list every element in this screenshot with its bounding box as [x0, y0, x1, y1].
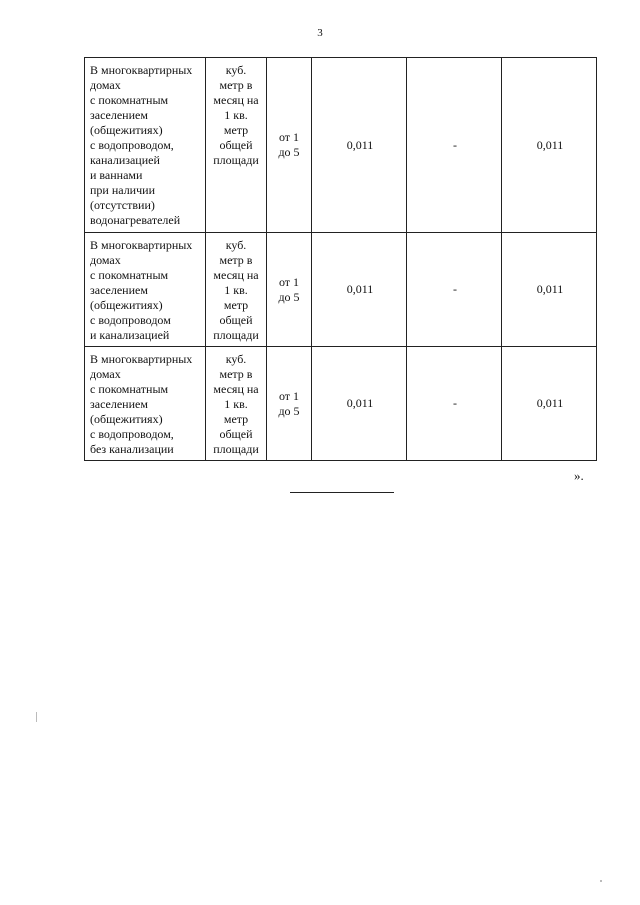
row-unit: куб. метр в месяц на 1 кв. метр общей площади — [206, 347, 267, 461]
row-value-2: - — [407, 233, 502, 347]
row-value-1: 0,011 — [312, 347, 407, 461]
page-number: 3 — [317, 27, 323, 39]
row-value-2: - — [407, 347, 502, 461]
table-row — [85, 347, 597, 461]
scan-speck — [36, 712, 37, 722]
row-floors: от 1 до 5 — [267, 347, 312, 461]
scan-speck — [600, 880, 602, 882]
table-row — [85, 58, 597, 233]
row-description: В многоквартирных домах с покомнатным заселением (общежитиях) с водопроводом и канализацией — [85, 233, 206, 347]
row-description: В многоквартирных домах с покомнатным заселением (общежитиях) с водопроводом, канализацией и ваннами при наличии (отсутствии) водонагревателей — [85, 58, 206, 233]
row-description: В многоквартирных домах с покомнатным заселением (общежитиях) с водопроводом, без канализации — [85, 347, 206, 461]
row-value-1: 0,011 — [312, 233, 407, 347]
row-value-3: 0,011 — [502, 233, 597, 347]
end-divider-line — [290, 492, 394, 493]
row-unit: куб. метр в месяц на 1 кв. метр общей площади — [206, 233, 267, 347]
row-value-3: 0,011 — [502, 347, 597, 461]
closing-quote-mark: ». — [574, 468, 584, 483]
row-floors: от 1 до 5 — [267, 58, 312, 233]
row-floors: от 1 до 5 — [267, 233, 312, 347]
row-unit: куб. метр в месяц на 1 кв. метр общей площади — [206, 58, 267, 233]
row-value-3: 0,011 — [502, 58, 597, 233]
table-row — [85, 233, 597, 347]
row-value-2: - — [407, 58, 502, 233]
norms-table — [84, 57, 597, 461]
row-value-1: 0,011 — [312, 58, 407, 233]
